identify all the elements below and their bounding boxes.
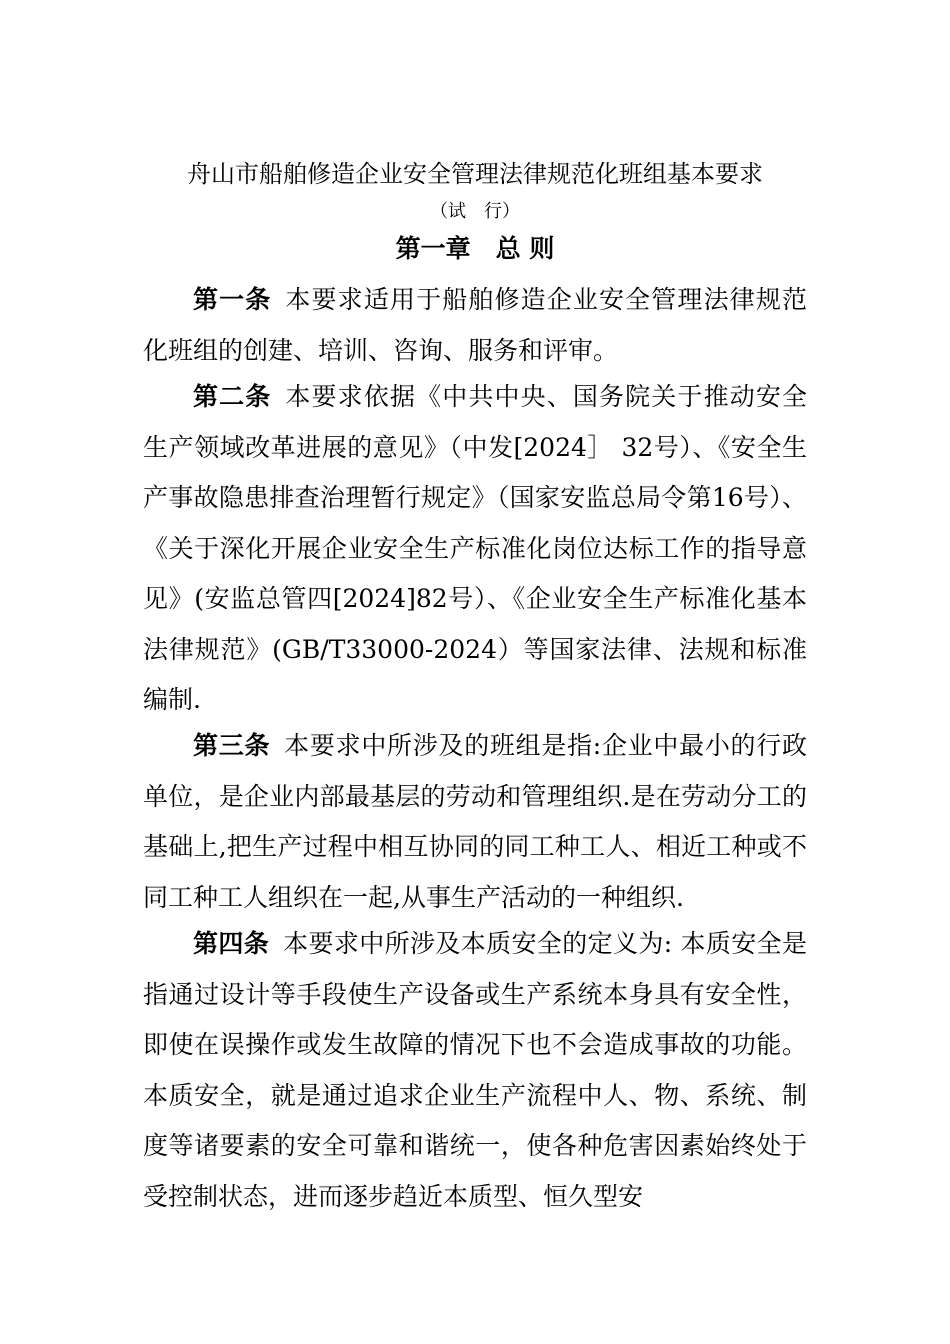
article-text: 本要求中所涉及的班组是指:企业中最小的行政单位，是企业内部最基层的劳动和管理组织.是在劳动分工的基础上,把生产过程中相互协同的同工种工人、相近工种或不同工种工人组织在一起,从事生产活动的一种组织. <box>143 731 807 912</box>
article-text: 本要求中所涉及本质安全的定义为: 本质安全是指通过设计等手段使生产设备或生产系统本身具有安全性，即使在误操作或发生故障的情况下也不会造成事故的功能。本质安全，就是通过追求企业生产流程中人、物、系统、制度等诸要素的安全可靠和谐统一，使各种危害因素始终处于受控制状态，进而逐步趋近本质型、恒久型安 <box>143 929 807 1211</box>
article-label: 第三条 <box>193 731 271 760</box>
document-subtitle: （试 行） <box>430 201 520 222</box>
article-4 <box>143 919 807 1222</box>
article-label: 第二条 <box>193 382 272 411</box>
article-3 <box>143 721 807 923</box>
article-label: 第四条 <box>193 929 270 958</box>
article-1 <box>143 275 807 376</box>
article-2 <box>143 372 807 726</box>
article-text: 本要求依据《中共中央、国务院关于推动安全生产领域改革进展的意见》（中发[2024］ 32号）、《安全生产事故隐患排查治理暂行规定》（国家安监总局令第16号）、《关于深化开展企业安全生产标准化岗位达标工作的指导意见》(安监总管四[2024]82号）、《企业安全生产标准化基本法律规范》(GB/T33000-2024）等国家法律、法规和标准编制. <box>143 382 807 714</box>
article-label: 第一条 <box>193 285 272 314</box>
article-text: 本要求适用于船舶修造企业安全管理法律规范化班组的创建、培训、咨询、服务和评审。 <box>143 285 807 365</box>
chapter-heading: 第一章 总 则 <box>395 234 555 263</box>
document-title: 舟山市船舶修造企业安全管理法律规范化班组基本要求 <box>187 160 763 188</box>
